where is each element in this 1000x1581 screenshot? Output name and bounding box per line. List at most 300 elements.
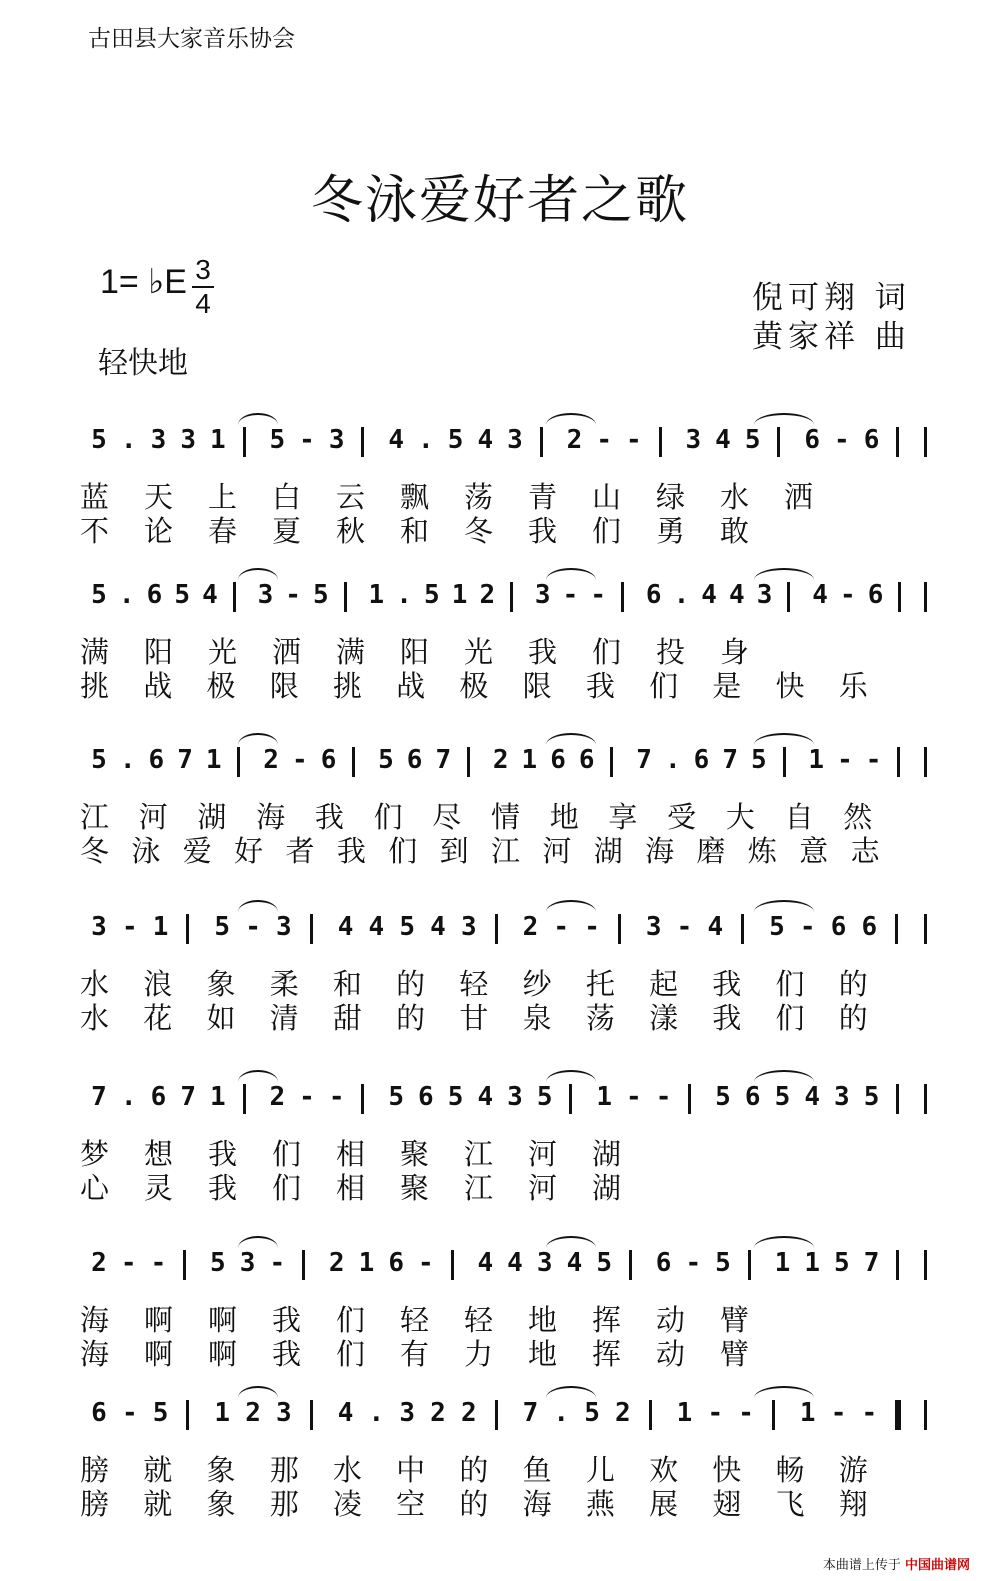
note: 6	[655, 1248, 672, 1278]
lyric-char: 河	[528, 1171, 558, 1205]
note: 4	[566, 1248, 583, 1278]
note: 5	[91, 580, 107, 610]
lyric-char: 燕	[585, 1487, 615, 1521]
bar-line	[896, 1084, 899, 1114]
lyric-char: 们	[592, 635, 622, 669]
key-label: 1= ♭E	[100, 263, 187, 301]
note: .	[673, 580, 690, 610]
note: 5	[834, 1248, 850, 1278]
lyric-char: 象	[206, 1487, 236, 1521]
note: 5	[91, 425, 107, 455]
note: 1	[358, 1248, 375, 1278]
note: 7	[522, 1398, 539, 1428]
note: -	[596, 425, 612, 455]
slur-arc	[238, 568, 278, 580]
composer-credit: 黄家祥 曲	[752, 319, 911, 355]
lyric-char: 洒	[784, 480, 814, 514]
bar-line	[233, 582, 236, 612]
note: 4	[477, 425, 494, 455]
lyric-char: 挑	[332, 669, 362, 703]
lyric-char: 春	[208, 514, 238, 548]
note: 3	[150, 425, 167, 455]
note: 5	[214, 912, 231, 942]
lyric-char: 的	[838, 1001, 868, 1035]
lyric-char: 甜	[332, 1001, 362, 1035]
note: 7	[91, 1082, 107, 1112]
note: 4	[430, 912, 446, 942]
lyric-char: 身	[720, 635, 750, 669]
lyric-char: 臂	[720, 1303, 750, 1337]
note: .	[553, 1398, 570, 1428]
note: -	[590, 580, 607, 610]
lyric-char: 阳	[144, 635, 174, 669]
note: -	[626, 1082, 642, 1112]
note: 5	[152, 1398, 169, 1428]
lyric-char: 的	[838, 967, 868, 1001]
note: .	[120, 1082, 137, 1112]
slur-arc	[238, 413, 278, 425]
note: .	[396, 580, 412, 610]
slur-arc	[546, 413, 596, 425]
lyric-char: 啊	[144, 1303, 174, 1337]
lyric-line	[0, 962, 1000, 1001]
note: 3	[460, 912, 477, 942]
note: 6	[146, 580, 163, 610]
lyric-char: 起	[649, 967, 679, 1001]
note: 2	[479, 580, 496, 610]
slur-arc	[754, 1236, 814, 1248]
lyric-char: 情	[491, 800, 521, 834]
lyric-char: 志	[850, 834, 880, 868]
slur-arc	[546, 1386, 596, 1398]
note: 5	[863, 1082, 880, 1112]
lyric-char: 地	[528, 1337, 558, 1371]
bar-line	[787, 582, 790, 612]
note: -	[839, 580, 856, 610]
lyric-char: 飘	[400, 480, 430, 514]
lyric-char: 我	[208, 1137, 238, 1171]
lyric-char: 的	[396, 967, 426, 1001]
note: 4	[388, 425, 404, 455]
lyric-char: 轻	[464, 1303, 494, 1337]
bar-line	[621, 582, 624, 612]
note: 7	[435, 745, 452, 775]
note: 6	[830, 912, 847, 942]
note: 1	[152, 912, 169, 942]
slur-arc	[546, 733, 596, 745]
lyric-char: 限	[269, 669, 299, 703]
note: 1	[676, 1398, 693, 1428]
note: 1	[774, 1248, 791, 1278]
lyric-char: 甘	[459, 1001, 489, 1035]
bar-line	[310, 914, 313, 944]
lyric-char: 象	[206, 1453, 236, 1487]
lyric-char: 挑	[80, 669, 110, 703]
note: 4	[368, 912, 385, 942]
note: -	[150, 1248, 167, 1278]
lyric-char: 我	[585, 669, 615, 703]
lyric-char: 我	[314, 800, 344, 834]
note: -	[865, 745, 882, 775]
lyric-line	[0, 795, 1000, 834]
lyric-char: 展	[649, 1487, 679, 1521]
bar-line	[896, 427, 899, 457]
note: 4	[507, 1248, 523, 1278]
lyric-char: 浪	[143, 967, 173, 1001]
note: 4	[202, 580, 218, 610]
lyric-line	[0, 1332, 1000, 1371]
notation-row	[0, 425, 1000, 465]
lyric-char: 受	[667, 800, 697, 834]
lyric-char: 海	[645, 834, 675, 868]
bar-line	[777, 427, 780, 457]
lyric-char: 海	[80, 1303, 110, 1337]
lyric-char: 水	[332, 1453, 362, 1487]
lyric-char: 啊	[208, 1303, 238, 1337]
note: 5	[388, 1082, 404, 1112]
lyric-char: 我	[712, 1001, 742, 1035]
note: 3	[756, 580, 773, 610]
lyric-char: 湖	[593, 834, 623, 868]
note: 6	[867, 580, 884, 610]
notation-row	[0, 745, 1000, 785]
lyric-char: 灵	[144, 1171, 174, 1205]
note: 2	[263, 745, 279, 775]
lyric-char: 好	[234, 834, 264, 868]
bar-line	[361, 1084, 364, 1114]
note: 5	[174, 580, 191, 610]
lyric-char: 们	[373, 800, 403, 834]
bar-line	[895, 1400, 901, 1430]
note: .	[119, 745, 136, 775]
slur-arc	[238, 1070, 278, 1082]
lyric-char: 的	[459, 1453, 489, 1487]
note: 3	[507, 1082, 523, 1112]
lyric-char: 们	[272, 1137, 302, 1171]
note: -	[626, 425, 642, 455]
note: 1	[451, 580, 468, 610]
lyric-char: 冬	[80, 834, 110, 868]
bar-line	[896, 1250, 899, 1280]
lyricist-credit: 倪可翔 词	[752, 280, 911, 316]
bar-line	[495, 1400, 498, 1430]
lyric-char: 秋	[336, 514, 366, 548]
lyric-char: 极	[459, 669, 489, 703]
note: 4	[804, 1082, 820, 1112]
note: 2	[430, 1398, 446, 1428]
lyric-char: 相	[336, 1171, 366, 1205]
note: -	[245, 912, 261, 942]
lyric-char: 挥	[592, 1337, 622, 1371]
lyric-char: 爱	[182, 834, 212, 868]
lyric-char: 者	[285, 834, 315, 868]
bar-line	[618, 914, 621, 944]
lyric-char: 空	[396, 1487, 426, 1521]
bar-line	[451, 1250, 454, 1280]
lyric-char: 论	[144, 514, 174, 548]
note: 5	[313, 580, 329, 610]
lyric-line	[0, 664, 1000, 703]
note: 4	[715, 425, 731, 455]
lyric-char: 战	[143, 669, 173, 703]
lyric-char: 水	[720, 480, 750, 514]
bar-line	[361, 427, 364, 457]
bar-line	[895, 914, 898, 944]
note: 7	[177, 745, 193, 775]
slur-arc	[546, 1236, 596, 1248]
lyric-line	[0, 996, 1000, 1035]
note: 2	[615, 1398, 631, 1428]
lyric-line	[0, 475, 1000, 514]
note: .	[118, 580, 135, 610]
lyric-char: 蓝	[80, 480, 110, 514]
note: .	[120, 425, 137, 455]
lyric-char: 乐	[838, 669, 868, 703]
lyric-char: 相	[336, 1137, 366, 1171]
note: 3	[91, 912, 107, 942]
slur-arc	[546, 1070, 596, 1082]
lyric-char: 的	[396, 1001, 426, 1035]
note: 6	[744, 1082, 761, 1112]
bar-line	[688, 1084, 691, 1114]
lyric-char: 洒	[272, 635, 302, 669]
note: 7	[722, 745, 738, 775]
lyric-char: 我	[208, 1171, 238, 1205]
note: 3	[399, 1398, 415, 1428]
note: 5	[715, 1082, 731, 1112]
note: -	[291, 745, 308, 775]
note: -	[676, 912, 693, 942]
bar-line	[302, 1250, 305, 1280]
note: 5	[596, 1248, 612, 1278]
note: 5	[447, 425, 464, 455]
lyric-char: 快	[712, 1453, 742, 1487]
note: 3	[507, 425, 523, 455]
lyric-char: 那	[269, 1487, 299, 1521]
lyric-char: 绿	[656, 480, 686, 514]
note: 6	[150, 1082, 167, 1112]
tempo-marking: 轻快地	[98, 346, 188, 381]
lyric-char: 地	[549, 800, 579, 834]
lyric-char: 云	[336, 480, 366, 514]
lyric-char: 到	[439, 834, 469, 868]
note: -	[285, 580, 301, 610]
lyric-line	[0, 509, 1000, 548]
lyric-char: 柔	[269, 967, 299, 1001]
lyric-char: 游	[838, 1453, 868, 1487]
lyric-char: 尽	[432, 800, 462, 834]
note: 5	[774, 1082, 791, 1112]
lyric-char: 然	[843, 800, 873, 834]
note: -	[707, 1398, 724, 1428]
lyric-char: 战	[396, 669, 426, 703]
lyric-char: 聚	[400, 1171, 430, 1205]
lyric-char: 勇	[656, 514, 686, 548]
bar-line	[924, 747, 927, 777]
bar-line	[310, 1400, 313, 1430]
note: -	[685, 1248, 702, 1278]
lyric-char: 敢	[720, 514, 750, 548]
note: -	[861, 1398, 878, 1428]
organization-name: 古田县大家音乐协会	[88, 26, 295, 52]
bar-line	[924, 914, 927, 944]
note: -	[299, 425, 315, 455]
note: 5	[584, 1398, 600, 1428]
note: -	[738, 1398, 754, 1428]
lyric-char: 河	[542, 834, 572, 868]
slur-arc	[754, 1386, 814, 1398]
note: -	[121, 912, 138, 942]
slur-arc	[546, 568, 596, 580]
note: -	[584, 912, 600, 942]
lyric-char: 湖	[592, 1171, 622, 1205]
bar-line	[772, 1400, 775, 1430]
note: 2	[328, 1248, 345, 1278]
lyric-char: 河	[528, 1137, 558, 1171]
note: 1	[210, 425, 226, 455]
lyric-char: 水	[80, 1001, 110, 1035]
bar-line	[237, 747, 240, 777]
note: 6	[550, 745, 566, 775]
notation-row	[0, 1398, 1000, 1438]
note: 1	[799, 1398, 816, 1428]
note: 1	[521, 745, 538, 775]
note: 3	[276, 1398, 292, 1428]
note: 6	[861, 912, 878, 942]
bar-line	[741, 914, 744, 944]
lyric-char: 山	[592, 480, 622, 514]
lyric-char: 和	[400, 514, 430, 548]
bar-line	[243, 1084, 246, 1114]
note: 7	[180, 1082, 196, 1112]
note: 3	[534, 580, 551, 610]
bar-line	[649, 1400, 652, 1430]
lyric-char: 大	[725, 800, 755, 834]
lyric-char: 我	[712, 967, 742, 1001]
lyric-char: 海	[80, 1337, 110, 1371]
bar-line	[629, 1250, 632, 1280]
bar-line	[186, 1400, 189, 1430]
note: 1	[214, 1398, 231, 1428]
note: 4	[812, 580, 828, 610]
lyric-char: 光	[464, 635, 494, 669]
lyric-line	[0, 1448, 1000, 1487]
bar-line	[495, 914, 498, 944]
lyric-char: 我	[528, 514, 558, 548]
lyric-char: 我	[336, 834, 366, 868]
bar-line	[924, 1084, 927, 1114]
lyric-char: 托	[585, 967, 615, 1001]
lyric-char: 满	[336, 635, 366, 669]
lyric-char: 我	[272, 1337, 302, 1371]
bar-line	[186, 914, 189, 944]
note: 3	[536, 1248, 553, 1278]
bar-line	[467, 747, 470, 777]
bar-line	[540, 427, 543, 457]
note: 5	[715, 1248, 731, 1278]
bar-line	[924, 1400, 927, 1430]
notation-row	[0, 912, 1000, 952]
note: 7	[636, 745, 652, 775]
note: 1	[205, 745, 222, 775]
lyric-char: 享	[608, 800, 638, 834]
note: 6	[91, 1398, 107, 1428]
song-title: 冬泳爱好者之歌	[310, 171, 689, 231]
note: 2	[269, 1082, 286, 1112]
lyric-char: 膀	[80, 1487, 110, 1521]
note: 1	[210, 1082, 226, 1112]
bar-line	[569, 1084, 572, 1114]
lyric-char: 力	[464, 1337, 494, 1371]
slur-arc	[754, 568, 814, 580]
note: 6	[578, 745, 595, 775]
note: 6	[148, 745, 165, 775]
lyric-char: 江	[80, 800, 110, 834]
lyric-char: 白	[272, 480, 302, 514]
lyric-char: 漾	[649, 1001, 679, 1035]
lyric-char: 不	[80, 514, 110, 548]
lyric-char: 飞	[775, 1487, 805, 1521]
lyric-char: 臂	[720, 1337, 750, 1371]
lyric-char: 和	[332, 967, 362, 1001]
note: 2	[522, 912, 539, 942]
lyric-line	[0, 630, 1000, 669]
note: 4	[477, 1082, 494, 1112]
time-bottom: 4	[195, 288, 211, 319]
note: -	[837, 745, 853, 775]
note: 1	[596, 1082, 612, 1112]
note: 4	[337, 912, 354, 942]
lyric-char: 天	[144, 480, 174, 514]
lyric-line	[0, 1298, 1000, 1337]
footer-watermark	[823, 1554, 970, 1573]
lyric-char: 地	[528, 1303, 558, 1337]
slur-arc	[754, 413, 814, 425]
slur-arc	[238, 1236, 278, 1248]
lyric-char: 泳	[131, 834, 161, 868]
note: -	[562, 580, 579, 610]
lyric-char: 鱼	[522, 1453, 552, 1487]
note: 3	[834, 1082, 850, 1112]
note: 1	[804, 1248, 820, 1278]
note: 1	[368, 580, 385, 610]
lyric-char: 中	[396, 1453, 426, 1487]
note: 6	[320, 745, 337, 775]
lyric-char: 磨	[696, 834, 726, 868]
note: .	[664, 745, 681, 775]
note: 6	[406, 745, 423, 775]
note: 5	[269, 425, 286, 455]
note: -	[299, 1082, 315, 1112]
lyric-char: 是	[712, 669, 742, 703]
lyric-char: 江	[464, 1137, 494, 1171]
note: 4	[477, 1248, 494, 1278]
lyric-char: 们	[775, 967, 805, 1001]
note: 3	[685, 425, 702, 455]
lyric-char: 们	[336, 1303, 366, 1337]
lyric-line	[0, 1132, 1000, 1171]
lyric-char: 欢	[649, 1453, 679, 1487]
lyric-char: 心	[80, 1171, 110, 1205]
lyric-char: 如	[206, 1001, 236, 1035]
lyric-char: 轻	[400, 1303, 430, 1337]
lyric-char: 我	[272, 1303, 302, 1337]
lyric-char: 的	[459, 1487, 489, 1521]
upload-prefix: 本曲谱上传于	[822, 1558, 901, 1573]
bar-line	[610, 747, 613, 777]
note: 3	[645, 912, 662, 942]
note: 6	[645, 580, 662, 610]
